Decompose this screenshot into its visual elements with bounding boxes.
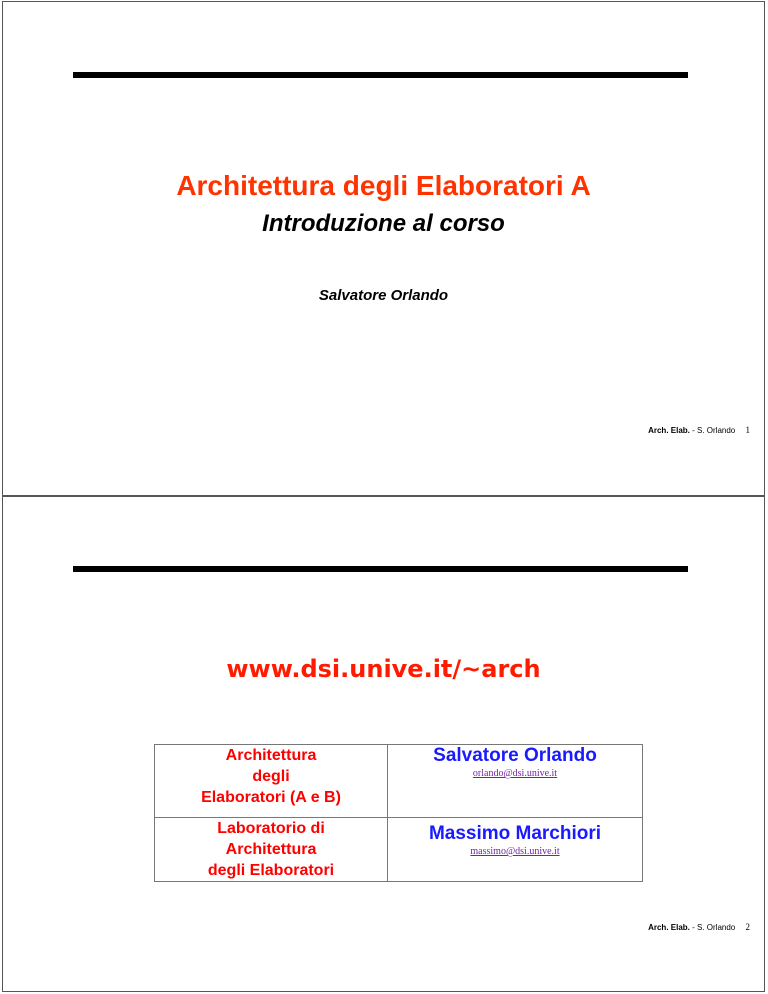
table-row: [155, 745, 643, 818]
page-number: 1: [745, 425, 750, 435]
slide-title: Architettura degli Elaboratori A: [176, 170, 591, 201]
slide-author: Salvatore Orlando: [318, 287, 449, 304]
course-line: degli Elaboratori: [207, 862, 335, 879]
course-line: Architettura: [225, 841, 317, 858]
contacts-table: [154, 744, 643, 882]
person-cell: [388, 818, 643, 882]
top-rule: [73, 566, 688, 572]
table-row: [155, 818, 643, 882]
course-line: Elaboratori (A e B): [201, 789, 341, 806]
person-email-link[interactable]: orlando@dsi.unive.it: [472, 768, 558, 779]
footer-author: - S. Orlando: [692, 426, 736, 435]
course-url[interactable]: www.dsi.unive.it/~arch: [226, 655, 541, 683]
footer-course: Arch. Elab.: [648, 426, 690, 435]
course-line: degli: [252, 768, 290, 785]
course-line: Architettura: [225, 747, 317, 764]
course-cell: [155, 745, 388, 818]
top-rule: [73, 72, 688, 78]
person-name: Salvatore Orlando: [433, 745, 597, 766]
slide-1: [2, 1, 765, 496]
person-name: Massimo Marchiori: [428, 823, 602, 844]
page-number: 2: [745, 922, 750, 932]
person-cell: [388, 745, 643, 818]
course-cell: [155, 818, 388, 882]
slide-footer: [648, 425, 750, 435]
footer-course: Arch. Elab.: [648, 923, 690, 932]
slide-footer: [648, 922, 750, 932]
slide-2: [2, 496, 765, 992]
footer-author: - S. Orlando: [692, 923, 736, 932]
slide-subtitle: Introduzione al corso: [262, 210, 505, 237]
person-email-link[interactable]: massimo@dsi.unive.it: [470, 846, 560, 857]
course-line: Laboratorio di: [217, 820, 325, 837]
